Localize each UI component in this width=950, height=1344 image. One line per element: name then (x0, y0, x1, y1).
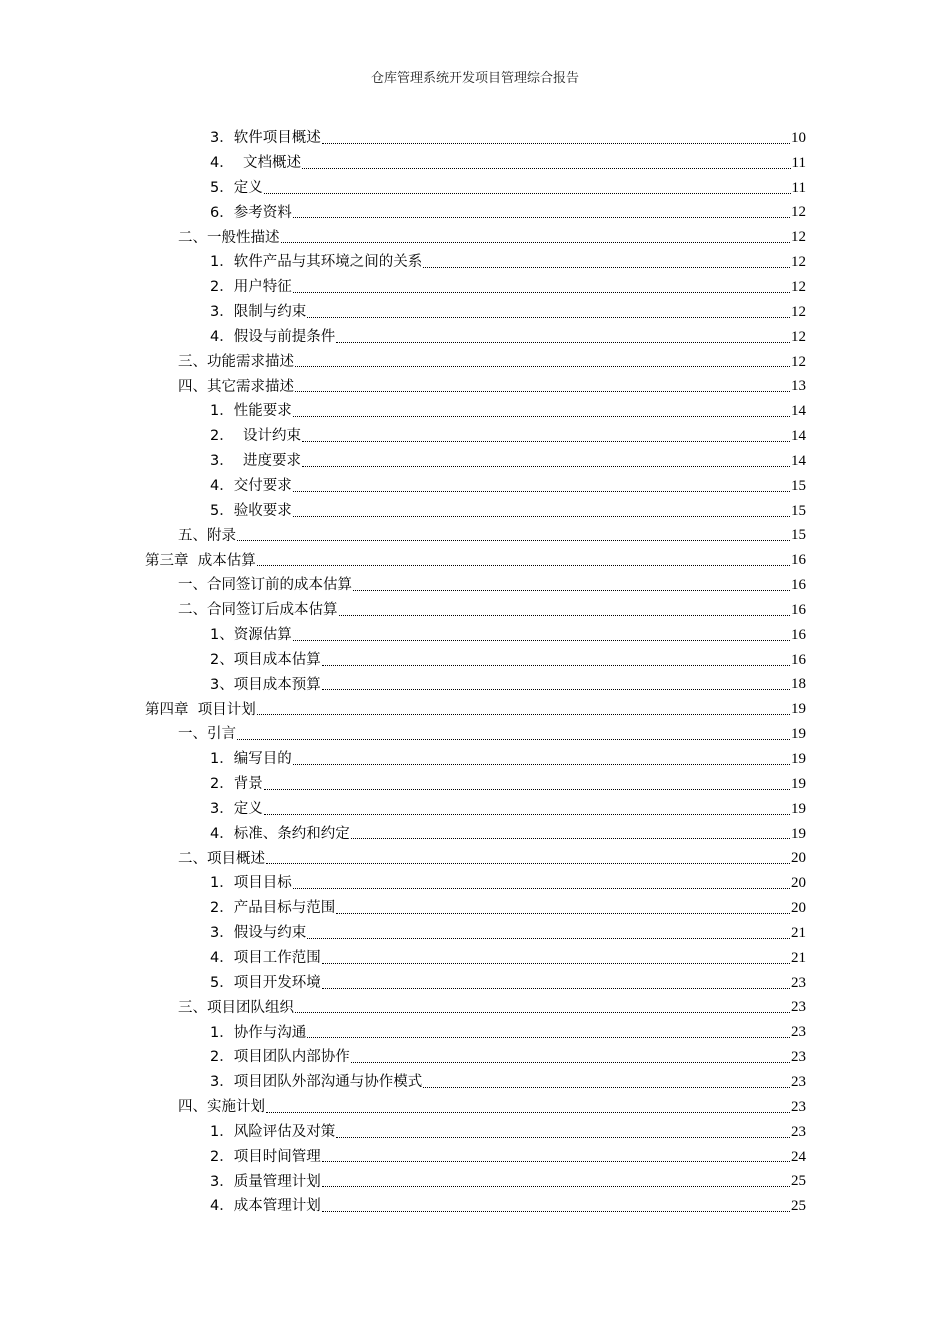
toc-entry-title: 2．背景 (210, 776, 263, 793)
toc-page-number: 15 (791, 527, 806, 544)
toc-entry[interactable] (0, 176, 950, 201)
toc-page-number: 15 (791, 477, 806, 494)
toc-dot-leader (336, 342, 790, 343)
toc-entry[interactable] (0, 871, 950, 896)
toc-dot-leader (322, 963, 790, 964)
toc-page-number: 25 (791, 1198, 806, 1215)
toc-page-number: 16 (791, 552, 806, 569)
toc-dot-leader (295, 366, 790, 367)
toc-entry[interactable] (0, 374, 950, 399)
toc-page-number: 16 (791, 626, 806, 643)
toc-dot-leader (293, 491, 790, 492)
toc-page-number: 23 (791, 999, 806, 1016)
toc-page-number: 12 (791, 353, 806, 370)
toc-page-number: 18 (791, 676, 806, 693)
toc-page-number: 11 (791, 179, 806, 196)
toc-page-number: 16 (791, 577, 806, 594)
toc-page-number: 20 (791, 875, 806, 892)
page-header-title: 仓库管理系统开发项目管理综合报告 (370, 71, 579, 86)
toc-dot-leader (237, 739, 790, 740)
toc-page-number: 23 (791, 1024, 806, 1041)
toc-dot-leader (322, 689, 790, 690)
toc-entry-title: 1．编写目的 (210, 751, 292, 768)
toc-page-number: 19 (791, 726, 806, 743)
toc-dot-leader (293, 764, 790, 765)
toc-page-number: 21 (791, 949, 806, 966)
toc-page-number: 13 (791, 378, 806, 395)
toc-dot-leader (423, 267, 790, 268)
toc-dot-leader (322, 143, 790, 144)
toc-dot-leader (266, 1112, 790, 1113)
toc-dot-leader (237, 540, 790, 541)
toc-dot-leader (423, 1087, 790, 1088)
toc-entry-title: 三、项目团队组织 (178, 999, 294, 1016)
toc-entry[interactable] (0, 797, 950, 822)
toc-page-number: 19 (791, 800, 806, 817)
toc-entry-title: 三、功能需求描述 (178, 353, 294, 370)
toc-page-number: 23 (791, 1123, 806, 1140)
toc-entry[interactable] (0, 1070, 950, 1095)
toc-entry-title: 二、项目概述 (178, 850, 265, 867)
toc-page-number: 19 (791, 775, 806, 792)
toc-page-number: 12 (791, 303, 806, 320)
toc-page-number: 10 (791, 129, 806, 146)
toc-page-number: 24 (791, 1148, 806, 1165)
toc-page-number: 12 (791, 278, 806, 295)
toc-entry[interactable] (0, 971, 950, 996)
toc-entry-title: 二、一般性描述 (178, 229, 280, 246)
toc-entry[interactable] (0, 1194, 950, 1219)
toc-entry-title: 4．项目工作范围 (210, 950, 321, 967)
toc-dot-leader (322, 1211, 790, 1212)
toc-entry-title: 4．标准、条约和约定 (210, 825, 350, 842)
toc-entry-title: 4．成本管理计划 (210, 1198, 321, 1215)
toc-entry-title: 5．项目开发环境 (210, 974, 321, 991)
toc-dot-leader (339, 615, 791, 616)
toc-dot-leader (336, 913, 790, 914)
toc-entry[interactable] (0, 673, 950, 698)
toc-dot-leader (257, 714, 790, 715)
toc-entry-title: 五、附录 (178, 527, 236, 544)
toc-page-number: 14 (791, 403, 806, 420)
toc-entry[interactable] (0, 548, 950, 573)
toc-entry-title: 2． 设计约束 (210, 428, 301, 445)
toc-entry[interactable] (0, 1020, 950, 1045)
toc-entry-title: 1．性能要求 (210, 403, 292, 420)
toc-entry-title: 第四章 项目计划 (145, 701, 256, 718)
toc-dot-leader (307, 938, 790, 939)
toc-dot-leader (307, 317, 790, 318)
toc-dot-leader (281, 242, 791, 243)
toc-entry[interactable] (0, 996, 950, 1021)
toc-entry[interactable] (0, 1169, 950, 1194)
toc-entry[interactable] (0, 350, 950, 375)
toc-entry[interactable] (0, 300, 950, 325)
toc-dot-leader (257, 565, 790, 566)
toc-page-number: 20 (791, 900, 806, 917)
toc-dot-leader (322, 665, 790, 666)
toc-entry[interactable] (0, 424, 950, 449)
toc-dot-leader (336, 1137, 790, 1138)
toc-page-number: 21 (791, 924, 806, 941)
toc-entry-title: 1、资源估算 (210, 627, 292, 644)
toc-entry[interactable] (0, 225, 950, 250)
toc-entry[interactable] (0, 747, 950, 772)
toc-entry[interactable] (0, 1120, 950, 1145)
toc-dot-leader (293, 292, 790, 293)
toc-entry[interactable] (0, 822, 950, 847)
toc-entry[interactable] (0, 772, 950, 797)
toc-entry[interactable] (0, 449, 950, 474)
toc-dot-leader (322, 988, 790, 989)
toc-dot-leader (293, 640, 790, 641)
toc-entry-title: 2．项目时间管理 (210, 1148, 321, 1165)
toc-page-number: 12 (791, 328, 806, 345)
toc-page-number: 23 (791, 1098, 806, 1115)
toc-entry-title: 6．参考资料 (210, 204, 292, 221)
toc-entry[interactable] (0, 946, 950, 971)
toc-entry-title: 4． 文档概述 (210, 155, 301, 172)
toc-entry[interactable] (0, 722, 950, 747)
toc-entry-title: 一、合同签订前的成本估算 (178, 577, 352, 594)
toc-entry-title: 3．项目团队外部沟通与协作模式 (210, 1074, 423, 1091)
toc-page-number: 25 (791, 1173, 806, 1190)
toc-dot-leader (322, 1161, 790, 1162)
toc-dot-leader (302, 441, 790, 442)
toc-entry[interactable] (0, 499, 950, 524)
toc-page-number: 23 (791, 974, 806, 991)
toc-entry-title: 1．风险评估及对策 (210, 1123, 336, 1140)
toc-page-number: 14 (791, 428, 806, 445)
toc-entry-title: 1．协作与沟通 (210, 1024, 307, 1041)
toc-dot-leader (293, 888, 790, 889)
toc-page-number: 14 (791, 452, 806, 469)
toc-dot-leader (295, 391, 790, 392)
toc-entry[interactable] (0, 573, 950, 598)
toc-entry-title: 二、合同签订后成本估算 (178, 602, 338, 619)
toc-page-number: 19 (791, 701, 806, 718)
toc-dot-leader (307, 1037, 790, 1038)
toc-entry-title: 2．产品目标与范围 (210, 900, 336, 917)
toc-entry[interactable] (0, 275, 950, 300)
toc-dot-leader (293, 516, 790, 517)
toc-entry-title: 2、项目成本估算 (210, 651, 321, 668)
toc-entry-title: 5．验收要求 (210, 502, 292, 519)
toc-entry[interactable] (0, 1095, 950, 1120)
toc-entry[interactable] (0, 250, 950, 275)
table-of-contents (0, 126, 950, 1219)
toc-entry[interactable] (0, 325, 950, 350)
toc-page-number: 23 (791, 1073, 806, 1090)
toc-entry-title: 四、其它需求描述 (178, 378, 294, 395)
toc-entry-title: 一、引言 (178, 726, 236, 743)
toc-entry-title: 1．软件产品与其环境之间的关系 (210, 254, 423, 271)
toc-entry[interactable] (0, 524, 950, 549)
toc-entry[interactable] (0, 896, 950, 921)
toc-dot-leader (302, 168, 791, 169)
toc-page-number: 16 (791, 651, 806, 668)
toc-entry-title: 5．定义 (210, 179, 263, 196)
toc-dot-leader (295, 1012, 790, 1013)
toc-dot-leader (293, 217, 790, 218)
toc-entry-title: 4．交付要求 (210, 477, 292, 494)
toc-page-number: 19 (791, 751, 806, 768)
toc-page-number: 15 (791, 502, 806, 519)
toc-entry[interactable] (0, 623, 950, 648)
toc-entry[interactable] (0, 399, 950, 424)
toc-dot-leader (293, 416, 790, 417)
toc-dot-leader (302, 466, 790, 467)
toc-entry[interactable] (0, 921, 950, 946)
toc-entry-title: 1．项目目标 (210, 875, 292, 892)
toc-dot-leader (322, 1186, 790, 1187)
toc-page-number: 16 (791, 601, 806, 618)
toc-entry[interactable] (0, 126, 950, 151)
toc-entry-title: 3．软件项目概述 (210, 130, 321, 147)
toc-entry-title: 第三章 成本估算 (145, 552, 256, 569)
toc-entry[interactable] (0, 598, 950, 623)
toc-page-number: 23 (791, 1049, 806, 1066)
toc-dot-leader (351, 1062, 790, 1063)
toc-entry-title: 四、实施计划 (178, 1099, 265, 1116)
toc-entry[interactable] (0, 846, 950, 871)
toc-entry[interactable] (0, 1045, 950, 1070)
toc-entry[interactable] (0, 648, 950, 673)
toc-entry-title: 2．项目团队内部协作 (210, 1049, 350, 1066)
toc-dot-leader (266, 863, 790, 864)
toc-dot-leader (264, 789, 790, 790)
toc-entry-title: 2．用户特征 (210, 279, 292, 296)
toc-dot-leader (264, 193, 791, 194)
toc-entry-title: 3．假设与约束 (210, 925, 307, 942)
toc-dot-leader (351, 838, 790, 839)
toc-entry[interactable] (0, 201, 950, 226)
toc-entry[interactable] (0, 697, 950, 722)
toc-entry[interactable] (0, 1145, 950, 1170)
toc-entry-title: 4．假设与前提条件 (210, 328, 336, 345)
toc-page-number: 12 (791, 229, 806, 246)
toc-entry-title: 3． 进度要求 (210, 453, 301, 470)
toc-entry-title: 3．质量管理计划 (210, 1173, 321, 1190)
toc-page-number: 12 (791, 204, 806, 221)
toc-entry-title: 3．定义 (210, 800, 263, 817)
toc-entry-title: 3．限制与约束 (210, 304, 307, 321)
toc-page-number: 12 (791, 254, 806, 271)
toc-page-number: 11 (791, 154, 806, 171)
toc-entry-title: 3、项目成本预算 (210, 676, 321, 693)
toc-entry[interactable] (0, 474, 950, 499)
toc-page-number: 20 (791, 850, 806, 867)
toc-dot-leader (353, 590, 790, 591)
toc-dot-leader (264, 814, 790, 815)
toc-entry[interactable] (0, 151, 950, 176)
toc-page-number: 19 (791, 825, 806, 842)
